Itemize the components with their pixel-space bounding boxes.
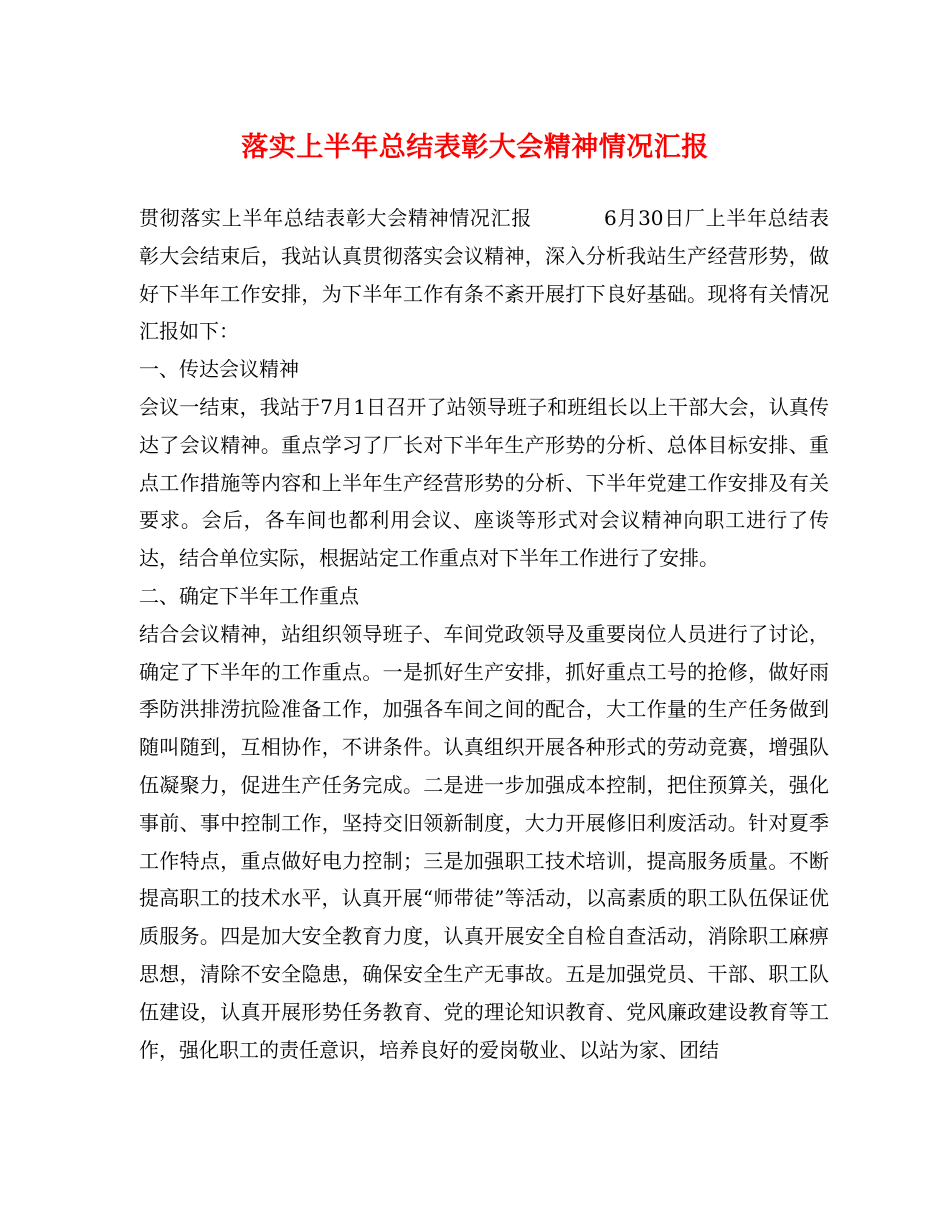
intro-body-text: 6月30日厂上半年总结表彰大会结束后，我站认真贯彻落实会议精神，深入分析我站生产经营形势，做好下半年工作安排，为下半年工作有条不紊开展打下良好基础。现将有关情况汇报如下： <box>139 206 829 344</box>
intro-heading-text: 贯彻落实上半年总结表彰大会精神情况汇报 <box>139 206 532 230</box>
document-body <box>139 200 829 1069</box>
intro-paragraph <box>139 200 829 351</box>
section-body: 结合会议精神，站组织领导班子、车间党政领导及重要岗位人员进行了讨论，确定了下半年的工作重点。一是抓好生产安排，抓好重点工号的抢修，做好雨季防洪排涝抗险准备工作，加强各车间之间的配合，大工作量的生产任务做到随叫随到，互相协作，不讲条件。认真组织开展各种形式的劳动竞赛，增强队伍凝聚力，促进生产任务完成。二是进一步加强成本控制，把住预算关，强化事前、事中控制工作，坚持交旧领新制度，大力开展修旧利废活动。针对夏季工作特点，重点做好电力控制；三是加强职工技术培训，提高服务质量。不断提高职工的技术水平，认真开展“师带徒”等活动，以高素质的职工队伍保证优质服务。四是加大安全教育力度，认真开展安全自检自查活动，消除职工麻痹思想，清除不安全隐患，确保安全生产无事故。五是加强党员、干部、职工队伍建设，认真开展形势任务教育、党的理论知识教育、党风廉政建设教育等工作，强化职工的责任意识，培养良好的爱岗敬业、以站为家、团结 <box>139 621 829 1062</box>
document-title: 落实上半年总结表彰大会精神情况汇报 <box>241 132 709 163</box>
section-body: 会议一结束，我站于7月1日召开了站领导班子和班组长以上干部大会，认真传达了会议精神。重点学习了厂长对下半年生产形势的分析、总体目标安排、重点工作措施等内容和上半年生产经营形势的分析、下半年党建工作安排及有关要求。会后，各车间也都利用会议、座谈等形式对会议精神向职工进行了传达，结合单位实际，根据站定工作重点对下半年工作进行了安排。 <box>139 394 829 571</box>
section-heading: 一、传达会议精神 <box>139 357 299 382</box>
section-heading: 二、确定下半年工作重点 <box>139 583 359 608</box>
